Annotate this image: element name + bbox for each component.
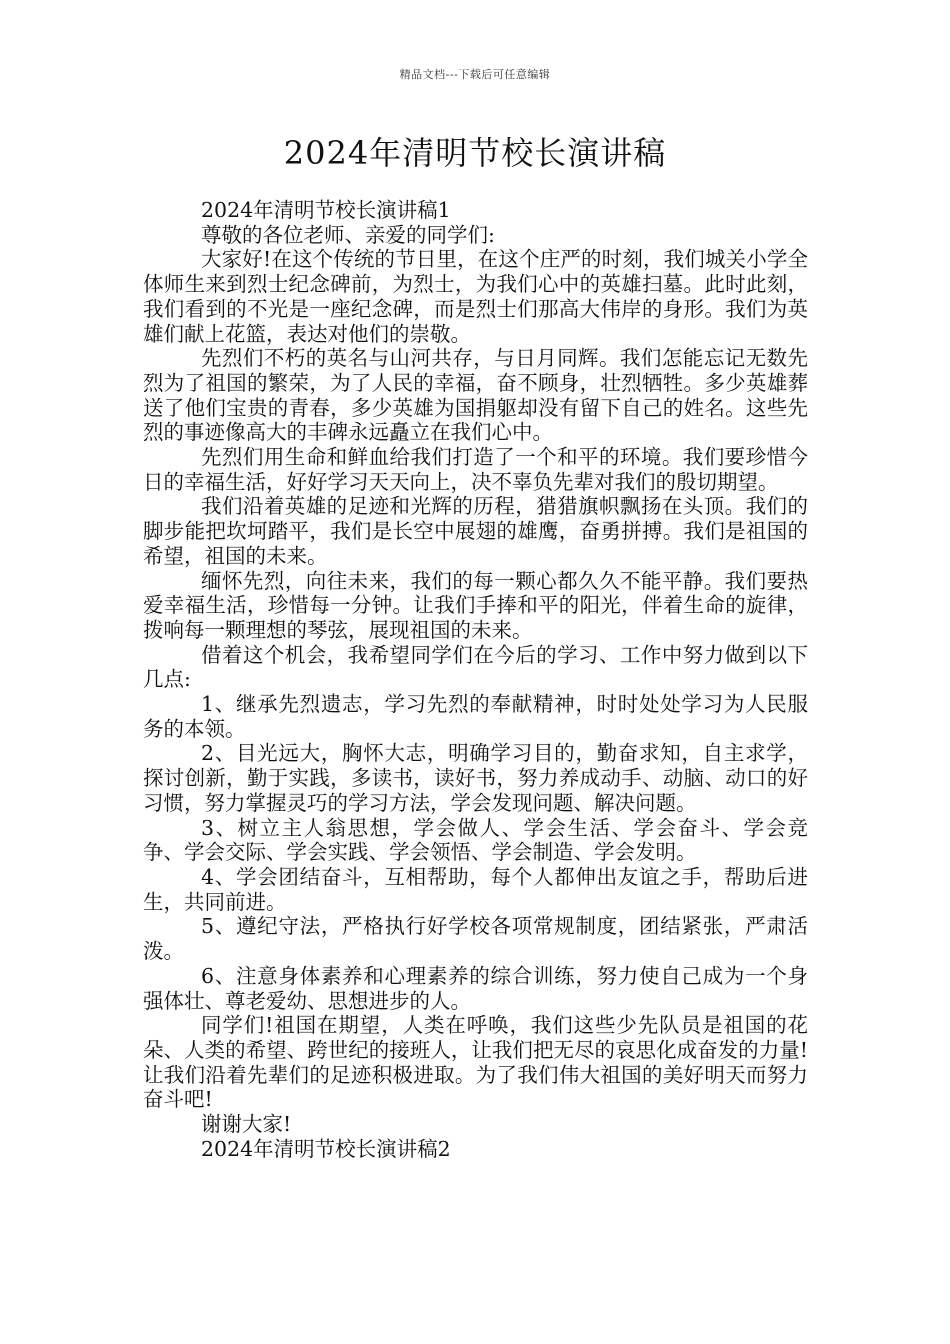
section-heading-1: 2024年清明节校长演讲稿1 <box>201 198 451 222</box>
list-item-6: 6、注意身体素养和心理素养的综合训练，努力使自己成为一个身强体壮、尊老爱幼、思想进步的人。 <box>143 963 808 1013</box>
paragraph-greeting: 大家好!在这个传统的节日里，在这个庄严的时刻，我们城关小学全体师生来到烈士纪念碑前，为烈士，为我们心中的英雄扫墓。此时此刻，我们看到的不光是一座纪念碑，而是烈士们那高大伟岸的身形。我们为英雄们献上花篮，表达对他们的崇敬。 <box>143 247 808 346</box>
paragraph-closing: 同学们!祖国在期望，人类在呼唤，我们这些少先队员是祖国的花朵、人类的希望、跨世纪的接班人，让我们把无尽的哀思化成奋发的力量!让我们沿着先辈们的足迹积极进取。为了我们伟大祖国的美好明天而努力奋斗吧! <box>143 1013 808 1112</box>
thanks-line: 谢谢大家! <box>201 1112 292 1137</box>
list-item-4: 4、学会团结奋斗，互相帮助，每个人都伸出友谊之手，帮助后进生，共同前进。 <box>143 864 808 914</box>
paragraph-hopes-intro: 借着这个机会，我希望同学们在今后的学习、工作中努力做到以下几点: <box>143 642 808 692</box>
paragraph-martyrs: 先烈们不朽的英名与山河共存，与日月同辉。我们怎能忘记无数先烈为了祖国的繁荣，为了人民的幸福，奋不顾身，壮烈牺牲。多少英雄葬送了他们宝贵的青春，多少英雄为国捐躯却没有留下自己的姓名。这些先烈的事迹像高大的丰碑永远矗立在我们心中。 <box>143 346 808 445</box>
section-heading-2: 2024年清明节校长演讲稿2 <box>201 1136 451 1161</box>
list-item-5: 5、遵纪守法，严格执行好学校各项常规制度，团结紧张，严肃活泼。 <box>143 914 808 964</box>
paragraph-peace: 先烈们用生命和鲜血给我们打造了一个和平的环境。我们要珍惜今日的幸福生活，好好学习天天向上，决不辜负先辈对我们的殷切期望。 <box>143 445 808 494</box>
header-note: 精品文档---下载后可任意编辑 <box>399 68 551 81</box>
document-body <box>143 198 808 1161</box>
salutation: 尊敬的各位老师、亲爱的同学们: <box>201 222 495 247</box>
list-item-2: 2、目光远大，胸怀大志，明确学习目的，勤奋求知，自主求学，探讨创新，勤于实践，多读书，读好书，努力养成动手、动脑、动口的好习惯，努力掌握灵巧的学习方法，学会发现问题、解决问题。 <box>143 741 808 815</box>
list-item-1: 1、继承先烈遗志，学习先烈的奉献精神，时时处处学习为人民服务的本领。 <box>143 692 808 741</box>
paragraph-remembrance: 缅怀先烈，向往未来，我们的每一颗心都久久不能平静。我们要热爱幸福生活，珍惜每一分钟。让我们手捧和平的阳光，伴着生命的旋律，拨响每一颗理想的琴弦，展现祖国的未来。 <box>143 568 808 642</box>
document-title: 2024年清明节校长演讲稿 <box>283 134 667 172</box>
list-item-3: 3、树立主人翁思想，学会做人、学会生活、学会奋斗、学会竞争、学会交际、学会实践、学会领悟、学会制造、学会发明。 <box>143 815 808 865</box>
paragraph-footsteps: 我们沿着英雄的足迹和光辉的历程，猎猎旗帜飘扬在头顶。我们的脚步能把坎坷踏平，我们是长空中展翅的雄鹰，奋勇拼搏。我们是祖国的希望，祖国的未来。 <box>143 494 808 568</box>
